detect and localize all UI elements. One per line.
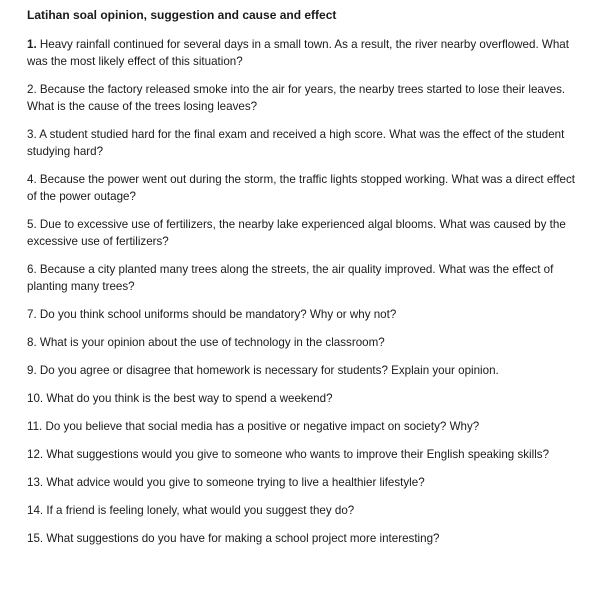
- question-number: 10.: [27, 392, 44, 405]
- question-text: Because the factory released smoke into the air for years, the nearby trees started to lose their leaves. What is the cause of the trees losing leaves?: [27, 83, 566, 113]
- question-number: 2.: [27, 83, 37, 96]
- question-text: A student studied hard for the final exam and received a high score. What was the effect of the student studying hard?: [27, 128, 565, 158]
- question-number: 12.: [27, 448, 44, 461]
- question-text: What suggestions would you give to someone who wants to improve their English speaking skills?: [46, 448, 550, 461]
- question-item: [27, 36, 579, 70]
- question-item: [27, 530, 579, 547]
- question-number: 14.: [27, 504, 44, 517]
- question-number: 15.: [27, 532, 44, 545]
- question-item: [27, 474, 579, 491]
- question-text: Do you believe that social media has a positive or negative impact on society? Why?: [45, 420, 480, 433]
- question-item: [27, 418, 579, 435]
- question-text: What is your opinion about the use of technology in the classroom?: [39, 336, 385, 349]
- question-text: If a friend is feeling lonely, what would you suggest they do?: [46, 504, 355, 517]
- document-body: [27, 7, 579, 558]
- question-text: Heavy rainfall continued for several days in a small town. As a result, the river nearby overflowed. What was the most likely effect of this situation?: [27, 38, 569, 68]
- question-number: 7.: [27, 308, 37, 321]
- question-number: 3.: [27, 128, 37, 141]
- question-number: 9.: [27, 364, 37, 377]
- question-text: What do you think is the best way to spend a weekend?: [46, 392, 333, 405]
- question-item: [27, 390, 579, 407]
- question-item: [27, 306, 579, 323]
- question-item: [27, 362, 579, 379]
- question-text: Due to excessive use of fertilizers, the nearby lake experienced algal blooms. What was caused by the excessive use of fertilizers?: [27, 218, 566, 248]
- question-text: Because a city planted many trees along the streets, the air quality improved. What was the effect of planting many trees?: [27, 263, 554, 293]
- question-item: [27, 81, 579, 115]
- question-item: [27, 216, 579, 250]
- question-number: 4.: [27, 173, 37, 186]
- question-number: 1.: [27, 38, 37, 51]
- question-number: 13.: [27, 476, 44, 489]
- question-text: Because the power went out during the storm, the traffic lights stopped working. What was a direct effect of the power outage?: [27, 173, 576, 203]
- question-item: [27, 171, 579, 205]
- question-item: [27, 502, 579, 519]
- document-title: Latihan soal opinion, suggestion and cause and effect: [27, 8, 337, 22]
- question-number: 8.: [27, 336, 37, 349]
- question-number: 11.: [27, 420, 43, 433]
- question-item: [27, 446, 579, 463]
- question-number: 5.: [27, 218, 37, 231]
- question-text: What advice would you give to someone trying to live a healthier lifestyle?: [46, 476, 425, 489]
- question-number: 6.: [27, 263, 37, 276]
- question-text: What suggestions do you have for making a school project more interesting?: [46, 532, 440, 545]
- question-item: [27, 334, 579, 351]
- question-item: [27, 261, 579, 295]
- question-item: [27, 126, 579, 160]
- question-text: Do you agree or disagree that homework is necessary for students? Explain your opinion.: [39, 364, 499, 377]
- question-text: Do you think school uniforms should be mandatory? Why or why not?: [39, 308, 397, 321]
